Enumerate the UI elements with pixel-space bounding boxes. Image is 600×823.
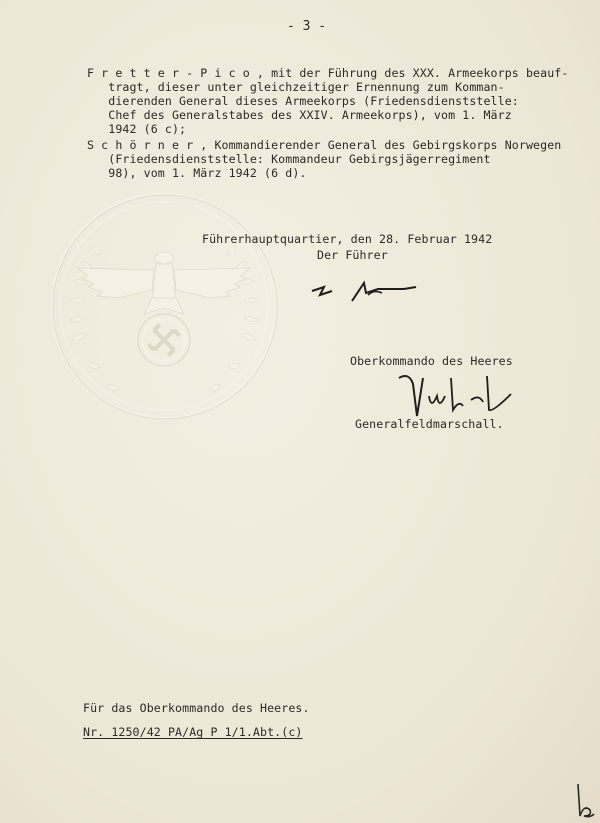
handwritten-signature-2: [395, 370, 515, 422]
embossed-seal-emblem: [48, 190, 280, 422]
margin-handwritten-initial: [568, 782, 598, 820]
footer-line-1: Für das Oberkommando des Heeres.: [83, 701, 310, 715]
entry-line: 1942 (6 c);: [87, 122, 187, 136]
entry-line: 98), vom 1. März 1942 (6 d).: [87, 166, 307, 180]
okh-title: Oberkommando des Heeres: [350, 354, 513, 368]
entry-line: dierenden General dieses Armeekorps (Friedensdienststelle:: [87, 94, 519, 108]
okh-rank: Generalfeldmarschall.: [355, 417, 504, 431]
file-reference-number: Nr. 1250/42 PA/Ag P 1/1.Abt.(c): [83, 725, 303, 739]
handwritten-signature-1: [308, 277, 418, 307]
page-number: - 3 -: [287, 19, 327, 34]
signer-title: Der Führer: [317, 248, 388, 262]
entry-line: tragt, dieser unter gleichzeitiger Ernennung zum Komman-: [87, 80, 505, 94]
entry-line: S c h ö r n e r , Kommandierender General des Gebirgskorps Norwegen: [87, 138, 562, 152]
entry-line: (Friedensdienststelle: Kommandeur Gebirgsjägerregiment: [87, 152, 491, 166]
place-and-date: Führerhauptquartier, den 28. Februar 1942: [202, 232, 493, 246]
entry-line: F r e t t e r - P i c o , mit der Führung des XXX. Armeekorps beauf-: [87, 66, 569, 80]
entry-line: Chef des Generalstabes des XXIV. Armeekorps), vom 1. März: [87, 108, 512, 122]
